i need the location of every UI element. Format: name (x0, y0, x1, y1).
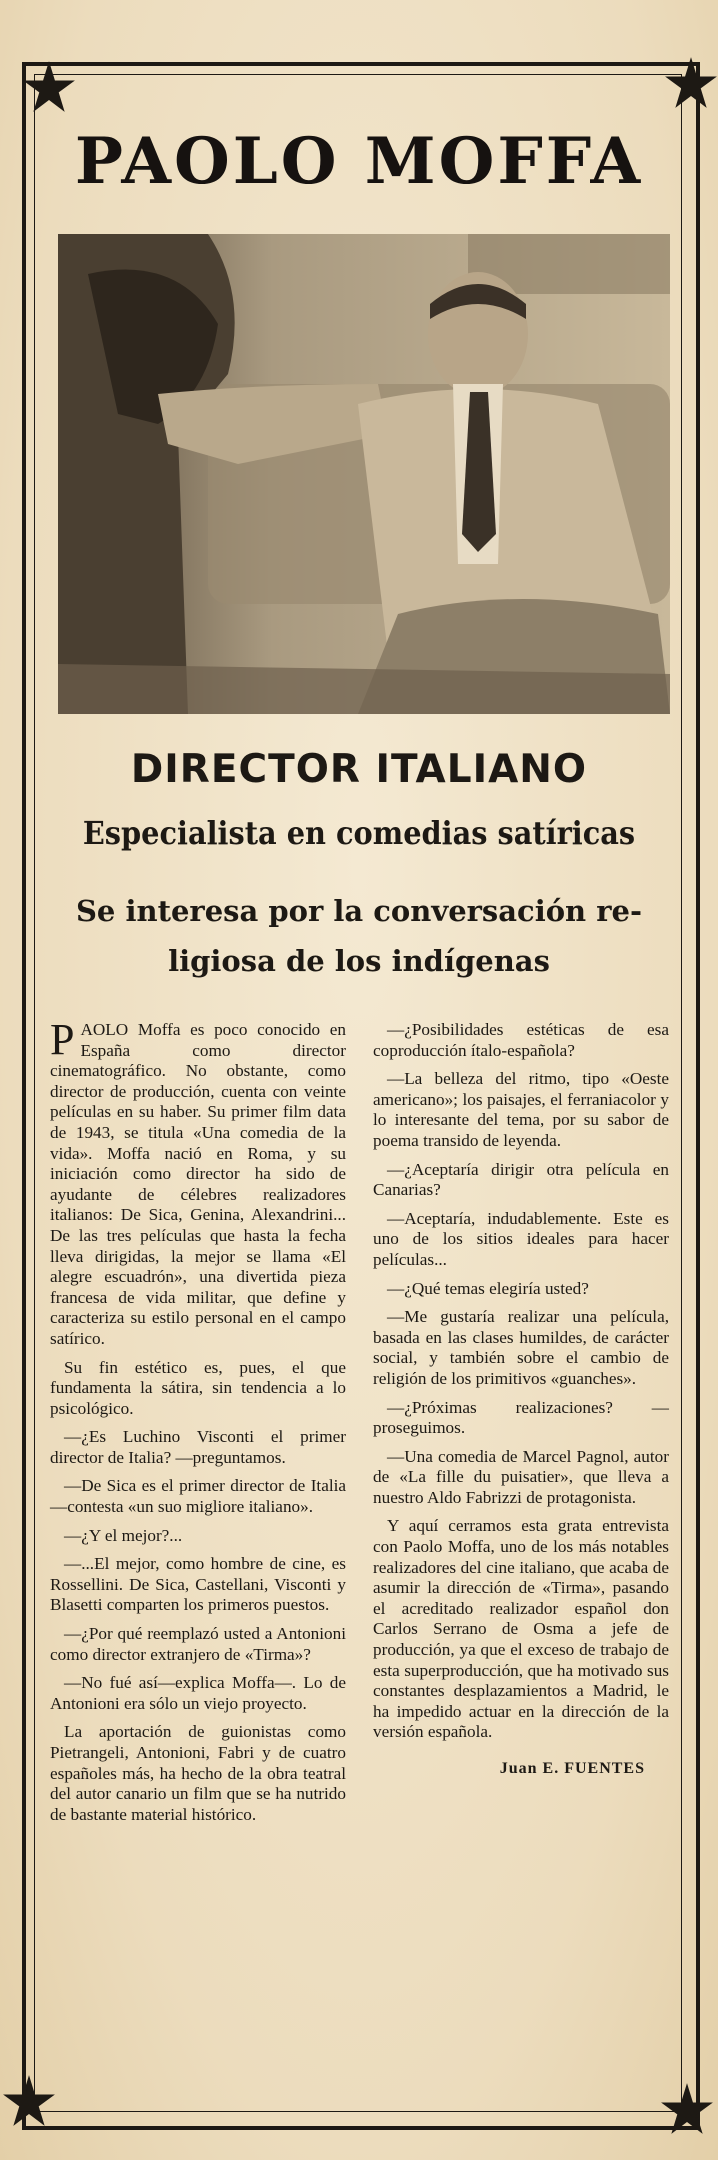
paragraph: La aportación de guionistas como Pietrangeli, Antonioni, Fabri y de cuatro españoles más, ha hecho de la obra teatral del autor canario un film que se ha nutrido de bastante material histórico. (50, 1722, 346, 1824)
portrait-photo (58, 234, 670, 714)
star-icon (2, 2074, 56, 2128)
headline-subtitle: DIRECTOR ITALIANO (130, 747, 588, 792)
paragraph: —¿Posibilidades estéticas de esa coproducción ítalo-española? (373, 1020, 669, 1060)
star-icon (22, 60, 76, 114)
paragraph: Y aquí cerramos esta grata entrevista con Paolo Moffa, uno de los más notables realizadores del cine italiano, que acaba de asumir la dirección de «Tirma», pasando el acreditado realizador español don Carlos Serrano de Osma a jefe de producción, ya que el exceso de trabajo de esta superproducción, que ha motivado sus constantes desplazamientos a Madrid, le ha impedido actuar en la dirección de la versión española. (373, 1516, 669, 1742)
article-title: PAOLO MOFFA (74, 124, 644, 199)
right-column (373, 1020, 669, 1780)
headline-specialty: Especialista en comedias satíricas (82, 814, 636, 852)
star-icon (660, 2082, 714, 2136)
paragraph: —¿Por qué reemplazó usted a Antonioni como director extranjero de «Tirma»? (50, 1624, 346, 1664)
left-column (50, 1015, 346, 1833)
paragraph-text: AOLO Moffa es poco conocido en España como director cinematográfico. No obstante, como director de producción, cuenta con veinte películas en su haber. Su primer film data de 1943, se titula «Una comedia de la vida». Moffa nació en Roma, y su iniciación como director ha sido de ayudante de célebres realizadores italianos: De Sica, Genina, Alexandrini... De las tres películas que hasta la fecha lleva dirigidas, la mejor se llama «El alegre escuadrón», una divertida pieza francesa de vida militar, que define y caracteriza su estilo personal en el campo satírico. (50, 1020, 346, 1348)
paragraph: —Una comedia de Marcel Pagnol, autor de «La fille du puisatier», que lleva a nuestro Aldo Fabrizzi de protagonista. (373, 1446, 669, 1507)
paragraph: —Me gustaría realizar una película, basada en las clases humildes, de carácter social, y también sobre el cambio de religión de los primitivos «guanches». (373, 1307, 669, 1388)
paragraph (50, 1015, 346, 1350)
paragraph: —...El mejor, como hombre de cine, es Rossellini. De Sica, Castellani, Visconti y Blasetti comparten los primeros puestos. (50, 1554, 346, 1615)
author-signature: Juan E. FUENTES (499, 1760, 645, 1777)
headline-tagline (50, 886, 668, 986)
paragraph: —¿Próximas realizaciones? —proseguimos. (373, 1397, 669, 1438)
paragraph: —¿Aceptaría dirigir otra película en Canarias? (373, 1159, 669, 1200)
paragraph: —¿Qué temas elegiría usted? (387, 1278, 589, 1298)
star-icon (664, 56, 718, 110)
paragraph: —La belleza del ritmo, tipo «Oeste americano»; los paisajes, el ferraniacolor y lo interesante del tema, por su sabor de poema transido de leyenda. (373, 1069, 669, 1150)
paragraph: —Aceptaría, indudablemente. Este es uno de los sitios ideales para hacer películas... (373, 1208, 669, 1269)
drop-cap: P (50, 1015, 75, 1064)
paragraph: Su fin estético es, pues, el que fundamenta la sátira, sin tendencia a lo psicológico. (50, 1357, 346, 1418)
tagline-line-1: Se interesa por la conversación re- (75, 894, 643, 928)
tagline-line-2: ligiosa de los indígenas (168, 944, 550, 978)
paragraph: —De Sica es el primer director de Italia—contesta «un suo migliore italiano». (50, 1476, 346, 1517)
paragraph: —¿Y el mejor?... (64, 1525, 183, 1545)
paragraph: —No fué así—explica Moffa—. Lo de Antonioni era sólo un viejo proyecto. (50, 1673, 346, 1713)
paragraph: —¿Es Luchino Visconti el primer director de Italia? —preguntamos. (50, 1427, 346, 1467)
